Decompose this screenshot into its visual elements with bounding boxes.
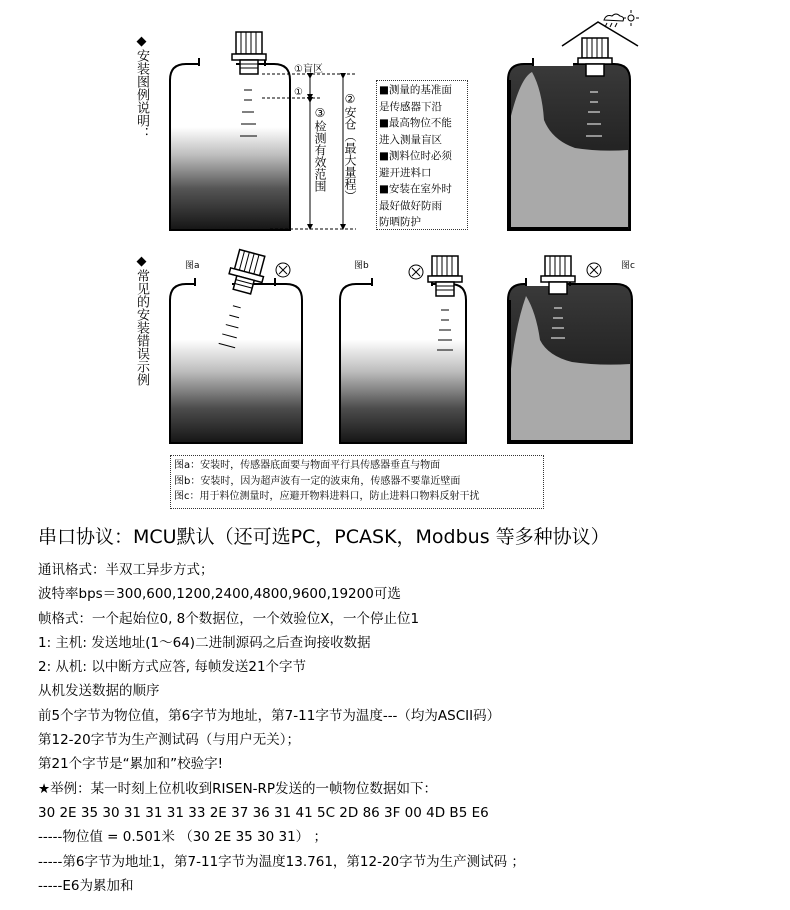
install-title: ◆安装图例说明：: [134, 34, 149, 140]
protocol-line: 第12-20字节为生产测试码（与用户无关）；: [38, 732, 300, 749]
note-line: 最好做好防雨: [379, 199, 442, 212]
protocol-line: -----E6为累加和: [38, 877, 134, 894]
fig-c-label: 图c: [621, 261, 635, 271]
tank-error-c: [508, 278, 632, 443]
protocol-line: 从机发送数据的顺序: [38, 683, 160, 700]
protocol-line: 第21个字节是“累加和”校验字!: [38, 756, 224, 773]
caption-line: 图a：安装时，传感器底面要与物面平行具传感器垂直与物面: [174, 460, 441, 471]
protocol-line: 2: 从机: 以中断方式应答, 每帧发送21个字节: [38, 659, 307, 676]
error-mark-b-icon: [409, 265, 423, 279]
note-line: ■最高物位不能: [379, 117, 452, 129]
range-label-max: ②安仓（最大量程）: [343, 92, 357, 202]
tank-error-a: [170, 278, 302, 443]
weather-icon: [604, 10, 639, 27]
tank-outdoor: [508, 22, 638, 230]
note-line: ■安装在室外时: [379, 183, 452, 195]
protocol-line: -----物位值 = 0.501米 （30 2E 35 30 31） ；: [38, 829, 327, 846]
install-notes: [376, 80, 468, 230]
note-line: 防晒防护: [379, 216, 421, 228]
note-line: 避开进料口: [379, 166, 432, 179]
blind-zone-label: ①盲区: [294, 64, 323, 75]
fig-b-label: 图b: [354, 261, 369, 271]
error-mark-a-icon: [276, 263, 290, 277]
protocol-line: ★举例：某一时刻上位机收到RISEN-RP发送的一帧物位数据如下：: [38, 780, 438, 797]
range-label-1: ①: [294, 87, 303, 98]
protocol-line: 帧格式：一个起始位0, 8个数据位，一个效验位X，一个停止位1: [38, 610, 420, 627]
note-line: ■测料位时必须: [379, 150, 452, 162]
protocol-section: [38, 522, 783, 898]
range-label-effective: ③检测有效范围: [313, 106, 327, 192]
protocol-line: 波特率bps＝300,600,1200,2400,4800,9600,19200可选: [38, 586, 401, 603]
protocol-line: 30 2E 35 30 31 31 31 33 2E 37 36 31 41 5C 2D 86 3F 00 4D B5 E6: [38, 804, 489, 821]
errors-title: ◆常见的安装错误示例: [134, 254, 149, 386]
protocol-line: -----第6字节为地址1，第7-11字节为温度13.761，第12-20字节为生产测试码 ；: [38, 853, 525, 870]
figure-captions: [170, 455, 544, 509]
caption-line: 图b：安装时，因为超声波有一定的波束角，传感器不要靠近壁面: [174, 475, 461, 487]
note-line: 是传感器下沿: [379, 100, 442, 113]
protocol-heading: 串口协议：MCU默认（还可选PC，PCASK，Modbus 等多种协议）: [38, 526, 610, 548]
tank-error-b: [340, 278, 466, 443]
caption-line: 图c：用于料位测量时，应避开物料进料口，防止进料口物料反射干扰: [174, 491, 480, 502]
error-mark-c-icon: [587, 263, 601, 277]
note-line: 进入测量盲区: [379, 133, 442, 146]
fig-a-label: 图a: [185, 261, 200, 271]
protocol-line: 前5个字节为物位值，第6字节为地址，第7-11字节为温度---（均为ASCII码）: [38, 707, 501, 724]
protocol-line: 1: 主机: 发送地址(1～64)二进制源码之后查询接收数据: [38, 634, 371, 651]
protocol-line: 通讯格式：半双工异步方式；: [38, 562, 214, 578]
tank-correct: [170, 58, 290, 230]
note-line: ■测量的基准面: [379, 84, 452, 96]
